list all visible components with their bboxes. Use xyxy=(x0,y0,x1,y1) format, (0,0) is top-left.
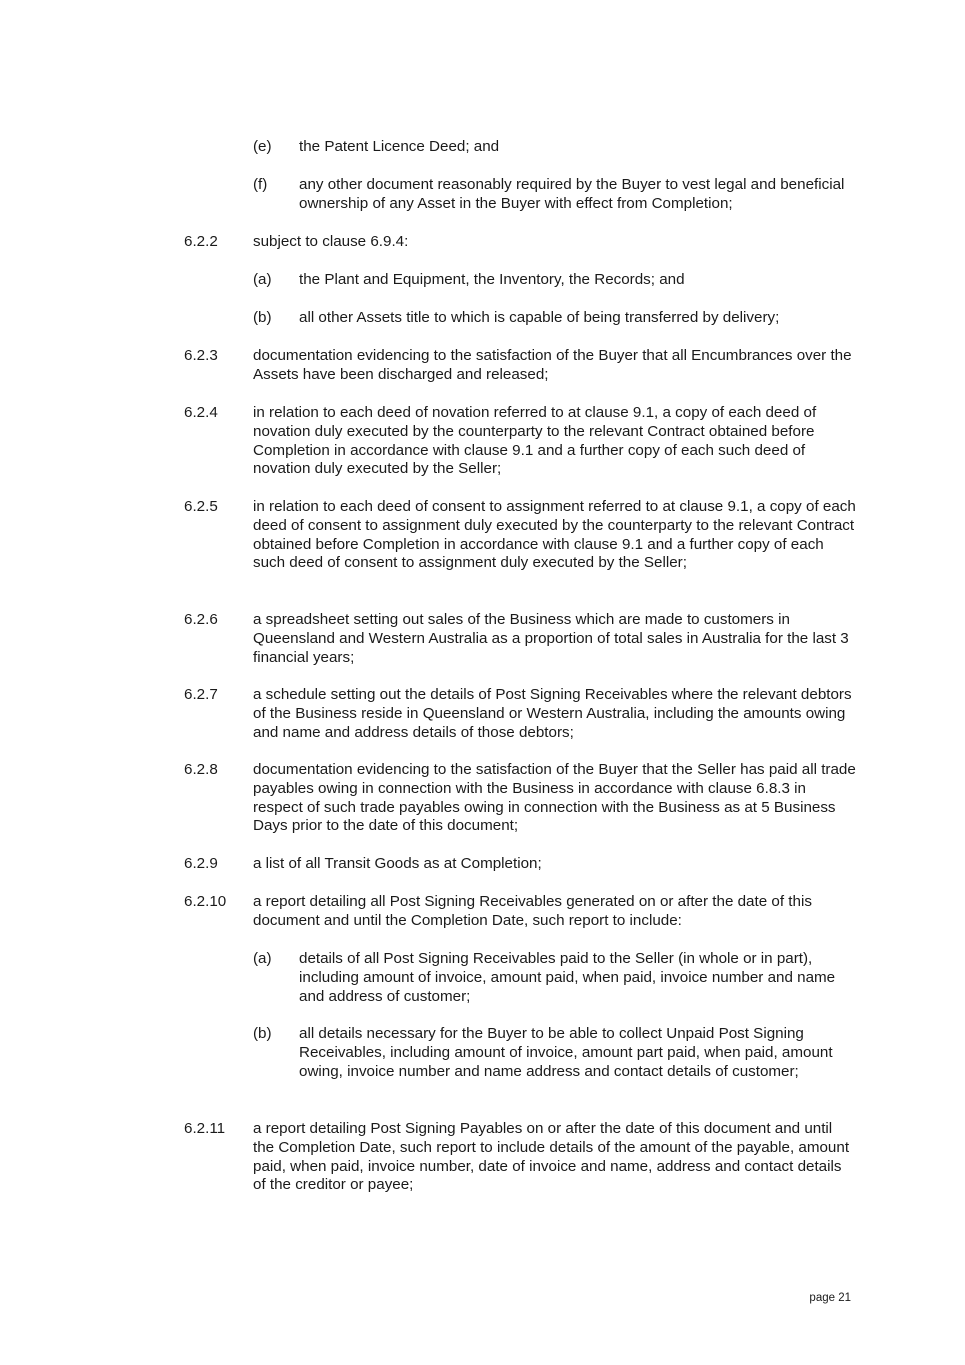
item-text: all details necessary for the Buyer to be able to collect Unpaid Post Signing Receivables, including amount of invoice, amount part paid, when paid, amount owing, invoice number and name address and contact details of customer; xyxy=(299,1025,833,1080)
clause-number: 6.2.11 xyxy=(184,1120,226,1137)
clause-6-2-5 xyxy=(184,498,856,573)
clause-text: a report detailing all Post Signing Receivables generated on or after the date of this document and until the Completion Date, such report to include: xyxy=(253,893,812,929)
sub-item-f xyxy=(253,176,856,214)
clause-number: 6.2.2 xyxy=(184,233,218,250)
item-number: (a) xyxy=(253,271,272,288)
clause-text: subject to clause 6.9.4: xyxy=(253,233,409,250)
clause-number: 6.2.10 xyxy=(184,893,227,910)
clause-number: 6.2.4 xyxy=(184,404,218,421)
clause-6-2-10 xyxy=(184,893,856,931)
clause-number: 6.2.5 xyxy=(184,498,218,515)
clause-number: 6.2.9 xyxy=(184,855,218,872)
clause-text: documentation evidencing to the satisfaction of the Buyer that all Encumbrances over the Assets have been discharged and released; xyxy=(253,347,852,383)
clause-6-2-11 xyxy=(184,1120,856,1195)
clause-number: 6.2.6 xyxy=(184,611,218,628)
clause-number: 6.2.8 xyxy=(184,761,218,778)
item-number: (b) xyxy=(253,309,272,326)
sub-item-a xyxy=(253,271,856,290)
item-number: (f) xyxy=(253,176,268,193)
item-number: (a) xyxy=(253,950,272,967)
clause-text: in relation to each deed of consent to assignment referred to at clause 9.1, a copy of each deed of consent to assignment duly executed by the counterparty to the relevant Contract obtained before Completion in accordance with clause 9.1 and a further copy of each such deed of consent to assignment duly executed by the Seller; xyxy=(253,498,856,572)
clause-text: in relation to each deed of novation referred to at clause 9.1, a copy of each deed of novation duly executed by the counterparty to the relevant Contract obtained before Completion in accordance with clause 9.1 and a further copy of each such deed of novation duly executed by the Seller; xyxy=(253,404,817,478)
clause-text: a list of all Transit Goods as at Completion; xyxy=(253,855,542,872)
clause-6-2-3 xyxy=(184,347,856,385)
item-number: (e) xyxy=(253,138,272,155)
item-text: the Plant and Equipment, the Inventory, the Records; and xyxy=(299,271,685,288)
clause-6-2-2 xyxy=(184,233,856,252)
item-text: details of all Post Signing Receivables paid to the Seller (in whole or in part), including amount of invoice, amount paid, when paid, invoice number and name and address of customer; xyxy=(299,950,836,1005)
clause-6-2-9 xyxy=(184,855,856,874)
sub-item-b xyxy=(253,309,856,328)
item-text: any other document reasonably required by the Buyer to vest legal and beneficial ownership of any Asset in the Buyer with effect from Completion; xyxy=(299,176,845,212)
clause-6-2-7 xyxy=(184,686,856,742)
clause-number: 6.2.7 xyxy=(184,686,218,703)
item-text: all other Assets title to which is capable of being transferred by delivery; xyxy=(299,309,780,326)
clause-text: a spreadsheet setting out sales of the Business which are made to customers in Queensland and Western Australia as a proportion of total sales in Australia for the last 3 financial years; xyxy=(253,611,849,666)
clause-text: a report detailing Post Signing Payables on or after the date of this document and until the Completion Date, such report to include details of the amount of the payable, amount paid, when paid, invoice number, date of invoice and name, address and contact details of the creditor or payee; xyxy=(253,1120,850,1194)
clause-text: documentation evidencing to the satisfaction of the Buyer that the Seller has paid all trade payables owing in connection with the Business in accordance with clause 6.8.3 in respect of such trade payables owing in connection with the Business as at 5 Business Days prior to the date of this document; xyxy=(253,761,856,835)
page-number: page 21 xyxy=(809,1292,851,1304)
sub-item-b xyxy=(253,1025,856,1081)
sub-item-a xyxy=(253,950,856,1006)
item-number: (b) xyxy=(253,1025,272,1042)
clause-6-2-4 xyxy=(184,404,856,479)
clause-6-2-8 xyxy=(184,761,856,836)
clause-number: 6.2.3 xyxy=(184,347,218,364)
sub-item-e xyxy=(253,138,856,157)
clause-6-2-6 xyxy=(184,611,856,667)
item-text: the Patent Licence Deed; and xyxy=(299,138,500,155)
clause-text: a schedule setting out the details of Post Signing Receivables where the relevant debtors of the Business reside in Queensland or Western Australia, including the amounts owing and name and address details of those debtors; xyxy=(253,686,852,741)
